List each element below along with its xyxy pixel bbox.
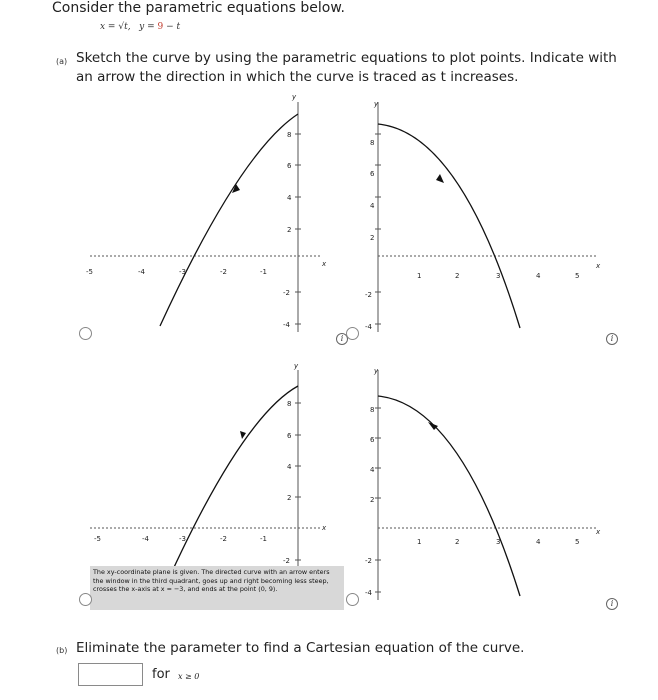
for-label: for <box>152 667 170 682</box>
option-2-radio[interactable] <box>346 327 359 340</box>
option-4-radio[interactable] <box>346 593 359 606</box>
tick-label: 1 <box>417 272 422 280</box>
graph-bottom-left <box>86 360 336 600</box>
x-axis-label: x <box>596 528 601 536</box>
tick-label: 5 <box>575 272 580 280</box>
tick-label: -5 <box>86 268 93 276</box>
part-a-tag: (a) <box>56 57 68 66</box>
domain-condition: x ≥ 0 <box>178 672 200 681</box>
tick-label: -4 <box>142 535 149 543</box>
x-axis-label: x <box>322 260 327 268</box>
tick-label: -2 <box>283 557 290 565</box>
tick-label: -4 <box>138 268 145 276</box>
tick-label: 4 <box>370 466 375 474</box>
tick-label: 8 <box>287 131 292 139</box>
intro-text: Consider the parametric equations below. <box>52 0 345 16</box>
tick-label: 2 <box>287 226 292 234</box>
tick-label: 6 <box>287 162 292 170</box>
tick-label: 4 <box>536 538 541 546</box>
part-b-question <box>56 640 525 657</box>
y-axis-label: y <box>374 100 379 108</box>
tick-label: 2 <box>455 538 460 546</box>
graph-description-tooltip: The xy-coordinate plane is given. The directed curve with an arrow enters the window in the third quadrant, goes up and right becoming less steep, crosses the x-axis at x = −3, and ends at the point (0, 9). <box>90 566 344 610</box>
option-3-radio[interactable] <box>79 593 92 606</box>
tick-label: 2 <box>370 234 375 242</box>
option-1-radio[interactable] <box>79 327 92 340</box>
info-icon[interactable]: i <box>606 333 618 345</box>
tick-label: -4 <box>365 589 372 597</box>
tick-label: 8 <box>370 406 375 414</box>
part-b-text: Eliminate the parameter to find a Cartesian equation of the curve. <box>76 640 525 656</box>
tick-label: 1 <box>417 538 422 546</box>
tick-label: 6 <box>370 436 375 444</box>
part-a-text: Sketch the curve by using the parametric equations to plot points. Indicate with an arrow the direction in which the curve is traced as t increases. <box>76 50 617 85</box>
tick-label: -3 <box>179 268 186 276</box>
tick-label: -4 <box>283 321 290 329</box>
tick-label: 5 <box>575 538 580 546</box>
tick-label: 3 <box>496 538 501 546</box>
tick-label: 4 <box>287 194 292 202</box>
y-axis-label: y <box>292 93 297 101</box>
part-b-tag: (b) <box>56 646 68 655</box>
y-axis-label: y <box>294 362 299 370</box>
tick-label: -3 <box>179 535 186 543</box>
tick-label: -2 <box>365 557 372 565</box>
graph-top-right <box>356 92 606 332</box>
tick-label: 6 <box>287 432 292 440</box>
tick-label: -1 <box>260 535 267 543</box>
tick-label: 6 <box>370 170 375 178</box>
tick-label: 2 <box>287 494 292 502</box>
graph-top-left <box>86 92 336 332</box>
tick-label: 4 <box>536 272 541 280</box>
tick-label: 4 <box>370 202 375 210</box>
tick-label: 3 <box>496 272 501 280</box>
tick-label: -2 <box>283 289 290 297</box>
tick-label: -2 <box>220 535 227 543</box>
tick-label: 2 <box>370 496 375 504</box>
x-axis-label: x <box>596 262 601 270</box>
tick-label: -2 <box>220 268 227 276</box>
x-axis-label: x <box>322 524 327 532</box>
tick-label: 2 <box>455 272 460 280</box>
tick-label: -4 <box>365 323 372 331</box>
tick-label: -2 <box>365 291 372 299</box>
tick-label: 8 <box>370 139 375 147</box>
parametric-equations: x = √t, y = 9 − t <box>100 22 181 32</box>
cartesian-equation-input[interactable] <box>78 663 143 686</box>
info-icon[interactable]: i <box>606 598 618 610</box>
tick-label: -1 <box>260 268 267 276</box>
tick-label: -5 <box>94 535 101 543</box>
graph-bottom-right <box>356 360 606 600</box>
part-a-question <box>56 50 636 85</box>
tick-label: 4 <box>287 463 292 471</box>
tick-label: 8 <box>287 400 292 408</box>
info-icon[interactable]: i <box>336 333 348 345</box>
y-axis-label: y <box>374 367 379 375</box>
